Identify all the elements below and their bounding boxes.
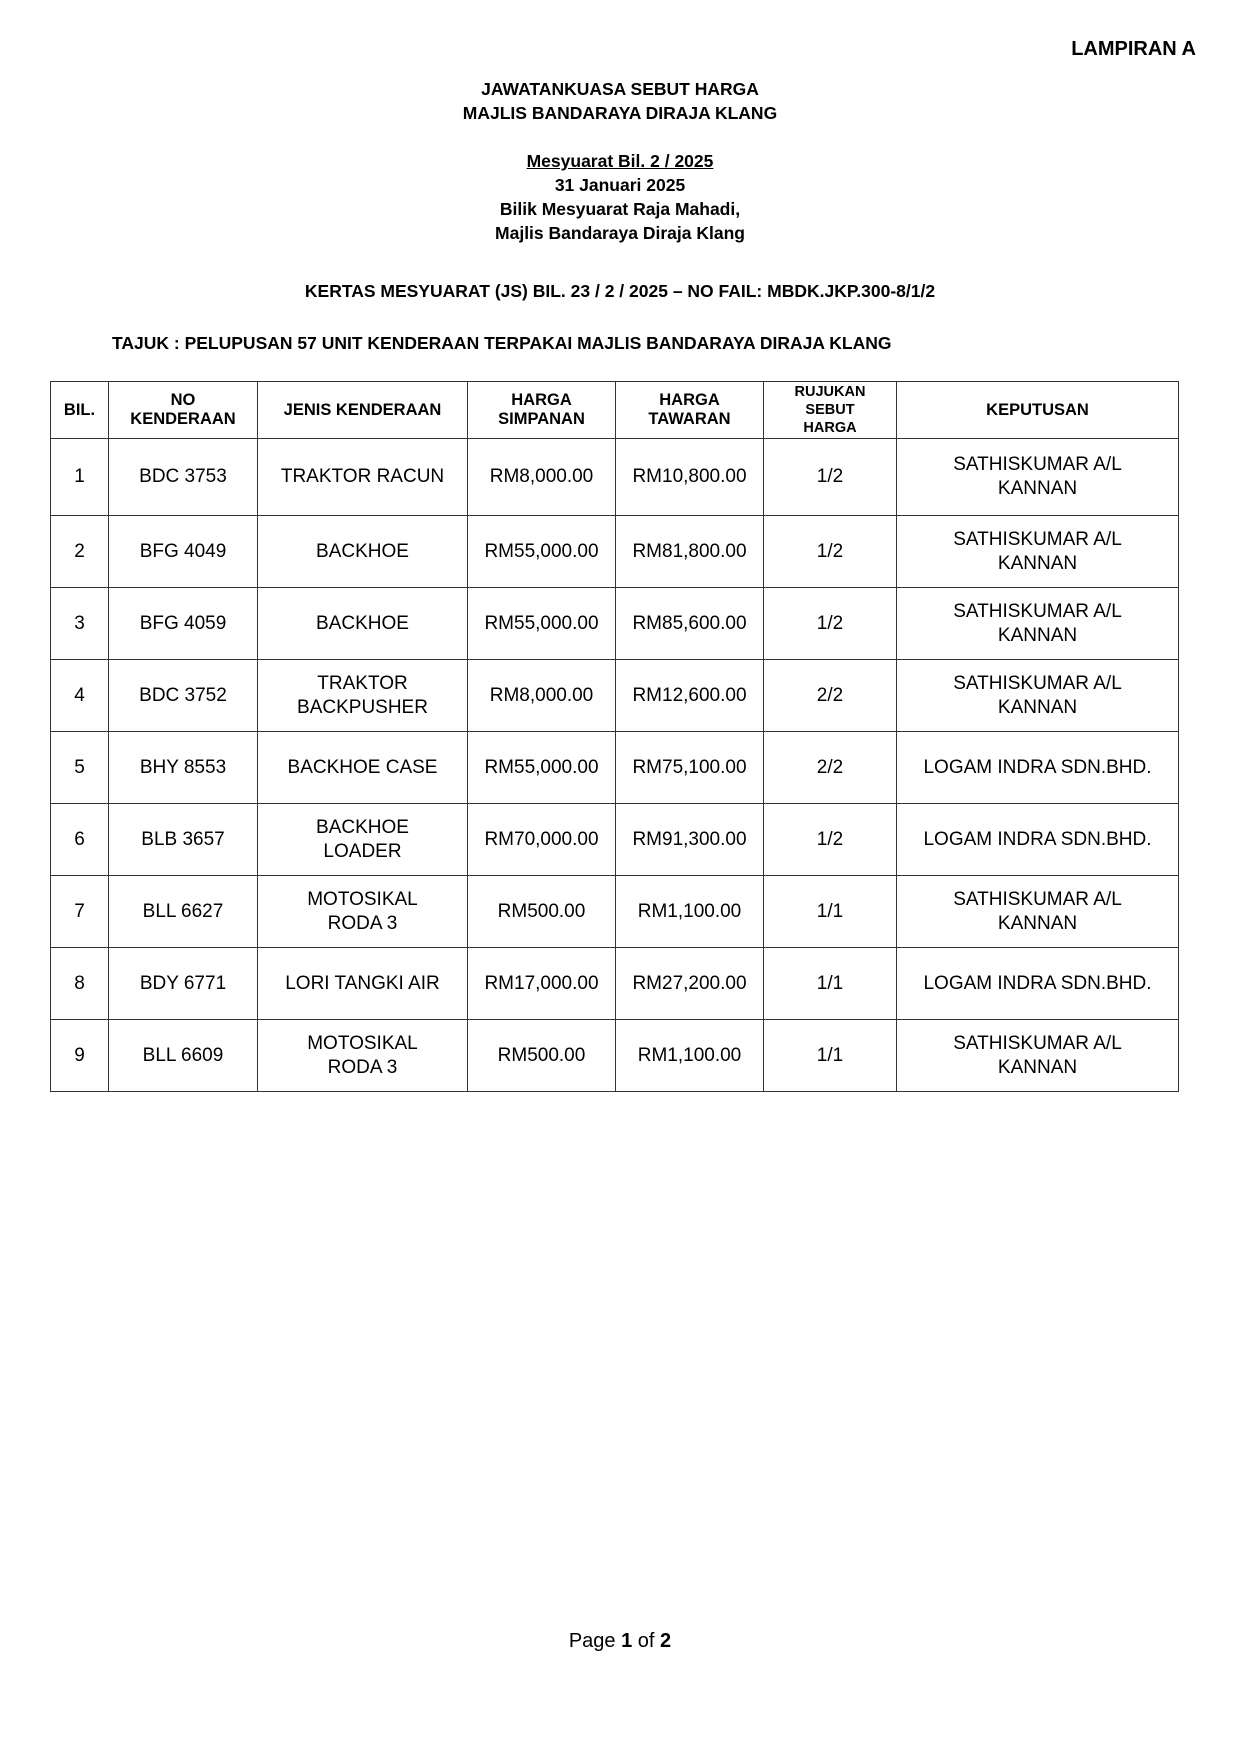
cell-keputusan: SATHISKUMAR A/L KANNAN [897, 876, 1179, 948]
cell-harga-simpanan: RM55,000.00 [468, 516, 616, 588]
cell-no-kenderaan: BHY 8553 [109, 732, 258, 804]
cell-harga-simpanan: RM500.00 [468, 1020, 616, 1092]
cell-jenis: MOTOSIKAL RODA 3 [258, 1020, 468, 1092]
meeting-number: Mesyuarat Bil. 2 / 2025 [526, 151, 714, 171]
cell-rujukan: 1/2 [764, 588, 897, 660]
cell-rujukan: 2/2 [764, 660, 897, 732]
cell-harga-tawaran: RM1,100.00 [616, 876, 764, 948]
header-harga-tawaran: HARGA TAWARAN [616, 382, 764, 439]
table-row [51, 516, 1179, 588]
committee-title: JAWATANKUASA SEBUT HARGA [481, 79, 759, 99]
table-row [51, 660, 1179, 732]
cell-harga-tawaran: RM1,100.00 [616, 1020, 764, 1092]
cell-jenis: LORI TANGKI AIR [258, 948, 468, 1020]
cell-keputusan: SATHISKUMAR A/L KANNAN [897, 516, 1179, 588]
meeting-venue-org: Majlis Bandaraya Diraja Klang [495, 223, 745, 243]
cell-keputusan: SATHISKUMAR A/L KANNAN [897, 439, 1179, 516]
paper-reference: KERTAS MESYUARAT (JS) BIL. 23 / 2 / 2025 – NO FAIL: MBDK.JKP.300-8/1/2 [304, 281, 936, 301]
header-harga-simpanan: HARGA SIMPANAN [468, 382, 616, 439]
cell-keputusan: LOGAM INDRA SDN.BHD. [897, 948, 1179, 1020]
cell-jenis: BACKHOE CASE [258, 732, 468, 804]
cell-keputusan: SATHISKUMAR A/L KANNAN [897, 660, 1179, 732]
cell-bil: 6 [51, 804, 109, 876]
page-total: 2 [660, 1630, 672, 1652]
paper-title: TAJUK : PELUPUSAN 57 UNIT KENDERAAN TERPAKAI MAJLIS BANDARAYA DIRAJA KLANG [112, 333, 892, 353]
table-row [51, 948, 1179, 1020]
cell-bil: 8 [51, 948, 109, 1020]
cell-jenis: BACKHOE [258, 516, 468, 588]
cell-jenis: BACKHOE [258, 588, 468, 660]
meeting-venue-room: Bilik Mesyuarat Raja Mahadi, [499, 199, 741, 219]
cell-harga-tawaran: RM85,600.00 [616, 588, 764, 660]
meeting-date: 31 Januari 2025 [554, 175, 686, 195]
cell-rujukan: 1/2 [764, 516, 897, 588]
cell-rujukan: 2/2 [764, 732, 897, 804]
cell-rujukan: 1/1 [764, 948, 897, 1020]
cell-bil: 1 [51, 439, 109, 516]
cell-harga-tawaran: RM27,200.00 [616, 948, 764, 1020]
cell-harga-simpanan: RM55,000.00 [468, 588, 616, 660]
page-label: Page [568, 1630, 616, 1652]
cell-no-kenderaan: BLL 6609 [109, 1020, 258, 1092]
table-row [51, 876, 1179, 948]
cell-keputusan: SATHISKUMAR A/L KANNAN [897, 588, 1179, 660]
cell-bil: 9 [51, 1020, 109, 1092]
table-row [51, 1020, 1179, 1092]
cell-bil: 3 [51, 588, 109, 660]
cell-harga-simpanan: RM70,000.00 [468, 804, 616, 876]
cell-no-kenderaan: BDC 3753 [109, 439, 258, 516]
council-title: MAJLIS BANDARAYA DIRAJA KLANG [462, 103, 778, 123]
header-no-kenderaan: NO KENDERAAN [109, 382, 258, 439]
cell-rujukan: 1/2 [764, 804, 897, 876]
cell-jenis: TRAKTOR RACUN [258, 439, 468, 516]
page-number: 1 [621, 1630, 633, 1652]
cell-jenis: MOTOSIKAL RODA 3 [258, 876, 468, 948]
header-bil: BIL. [51, 382, 109, 439]
cell-harga-simpanan: RM500.00 [468, 876, 616, 948]
table-row [51, 804, 1179, 876]
cell-rujukan: 1/1 [764, 1020, 897, 1092]
table-row [51, 588, 1179, 660]
cell-no-kenderaan: BFG 4059 [109, 588, 258, 660]
cell-no-kenderaan: BLL 6627 [109, 876, 258, 948]
cell-no-kenderaan: BDC 3752 [109, 660, 258, 732]
cell-keputusan: LOGAM INDRA SDN.BHD. [897, 732, 1179, 804]
table-header-row [51, 382, 1179, 439]
cell-bil: 7 [51, 876, 109, 948]
cell-harga-simpanan: RM8,000.00 [468, 439, 616, 516]
cell-harga-simpanan: RM8,000.00 [468, 660, 616, 732]
header-jenis: JENIS KENDERAAN [258, 382, 468, 439]
cell-bil: 2 [51, 516, 109, 588]
cell-rujukan: 1/1 [764, 876, 897, 948]
page-footer [0, 1630, 1240, 1653]
cell-no-kenderaan: BDY 6771 [109, 948, 258, 1020]
cell-harga-tawaran: RM81,800.00 [616, 516, 764, 588]
cell-harga-tawaran: RM10,800.00 [616, 439, 764, 516]
cell-harga-tawaran: RM75,100.00 [616, 732, 764, 804]
document-header [0, 77, 1240, 245]
table-row [51, 732, 1179, 804]
cell-bil: 4 [51, 660, 109, 732]
cell-keputusan: LOGAM INDRA SDN.BHD. [897, 804, 1179, 876]
appendix-label: LAMPIRAN A [1071, 38, 1196, 60]
cell-harga-tawaran: RM12,600.00 [616, 660, 764, 732]
header-keputusan: KEPUTUSAN [897, 382, 1179, 439]
table-row [51, 439, 1179, 516]
cell-rujukan: 1/2 [764, 439, 897, 516]
cell-no-kenderaan: BLB 3657 [109, 804, 258, 876]
header-rujukan: RUJUKAN SEBUT HARGA [764, 382, 897, 439]
page-of: of [637, 1630, 655, 1652]
cell-jenis: TRAKTOR BACKPUSHER [258, 660, 468, 732]
cell-keputusan: SATHISKUMAR A/L KANNAN [897, 1020, 1179, 1092]
cell-harga-simpanan: RM55,000.00 [468, 732, 616, 804]
cell-harga-tawaran: RM91,300.00 [616, 804, 764, 876]
cell-no-kenderaan: BFG 4049 [109, 516, 258, 588]
cell-jenis: BACKHOE LOADER [258, 804, 468, 876]
cell-harga-simpanan: RM17,000.00 [468, 948, 616, 1020]
vehicle-disposal-table [50, 381, 1179, 1092]
cell-bil: 5 [51, 732, 109, 804]
